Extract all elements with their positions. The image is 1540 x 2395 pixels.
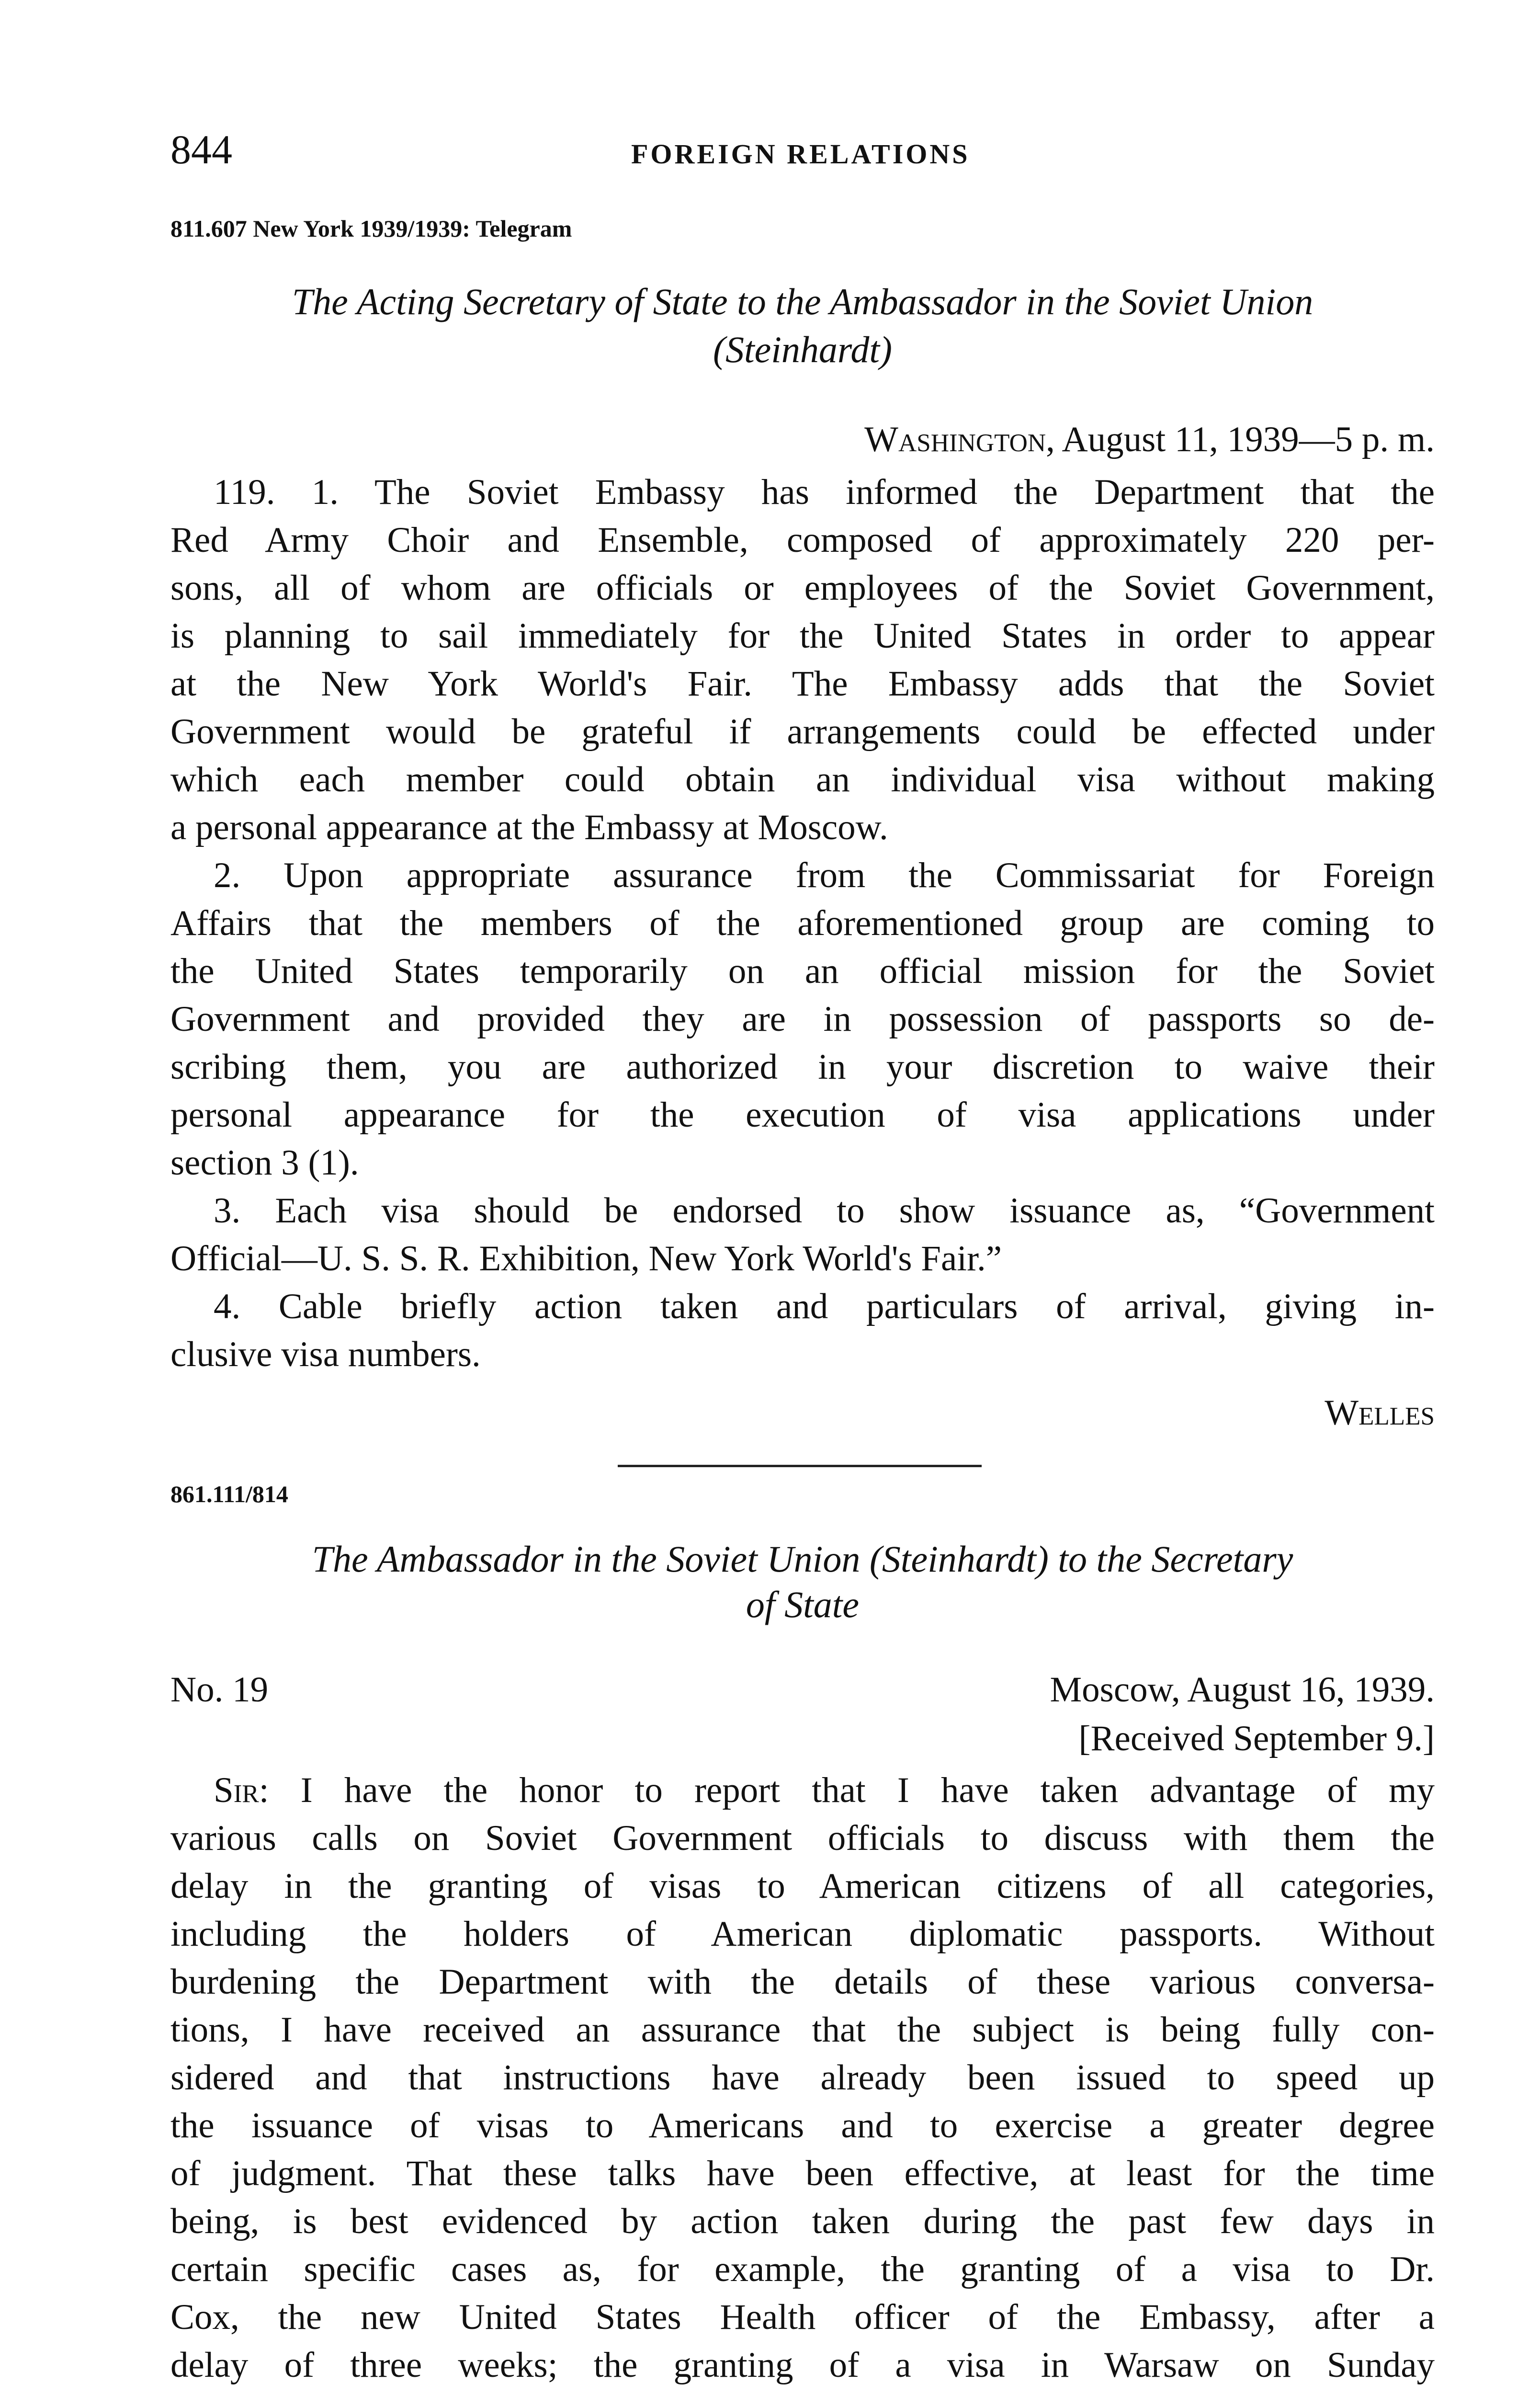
body-line: Cox, the new United States Health officer of the Embassy, after a [170,2297,1435,2337]
document-title-1-line-1: The Acting Secretary of State to the Ambassador in the Soviet Union [292,281,1314,322]
body-line: burdening the Department with the details of these various conversa- [170,1962,1435,2002]
body-line: sidered and that instructions have already been issued to speed up [170,2058,1435,2098]
body-line: of judgment. That these talks have been effective, at least for the time [170,2154,1435,2193]
page-number: 844 [170,126,232,172]
body-line: certain specific cases as, for example, the granting of a visa to Dr. [170,2249,1435,2289]
body-line: 119. 1. The Soviet Embassy has informed the Department that the [214,472,1435,512]
document-title-2-line-1: The Ambassador in the Soviet Union (Steinhardt) to the Secretary [312,1538,1293,1580]
document-number: No. 19 [170,1670,269,1710]
body-line: Official—U. S. S. R. Exhibition, New York World's Fair.” [170,1239,1002,1278]
body-line: Affairs that the members of the aforementioned group are coming to [170,903,1435,943]
dateline-2: Moscow, August 16, 1939. [1050,1670,1435,1710]
salutation: Sir [214,1770,259,1810]
body-line: personal appearance for the execution of visa applications under [170,1095,1435,1135]
body-line: various calls on Soviet Government officials to discuss with them the [170,1818,1435,1858]
body-line: is planning to sail immediately for the United States in order to appear [170,616,1435,656]
dateline-1 [864,416,1435,464]
signature-1: Welles [1325,1393,1435,1433]
body-line: a personal appearance at the Embassy at Moscow. [170,808,888,847]
document-title-2-line-2: of State [746,1584,860,1625]
body-line: delay in the granting of visas to American citizens of all categories, [170,1866,1435,1906]
section-divider [618,1465,982,1467]
body-line: being, is best evidenced by action taken during the past few days in [170,2201,1435,2241]
body-line: tions, I have received an assurance that the subject is being fully con- [170,2010,1435,2050]
body-line: at the New York World's Fair. The Embassy adds that the Soviet [170,664,1435,704]
body-line: 3. Each visa should be endorsed to show issuance as, “Government [214,1191,1435,1231]
body-line: Government would be grateful if arrangements could be effected under [170,712,1435,752]
body-line: Red Army Choir and Ensemble, composed of approximately 220 per- [170,520,1435,560]
body-line: section 3 (1). [170,1143,359,1183]
dateline-place: Washington [864,420,1046,459]
document-title-1-line-2: (Steinhardt) [713,329,893,370]
body-line-first-text: : I have the honor to report that I have taken advantage of my [259,1770,1435,1810]
body-line: including the holders of American diplomatic passports. Without [170,1914,1435,1954]
body-line: 4. Cable briefly action taken and particulars of arrival, giving in- [214,1287,1435,1326]
file-reference-1: 811.607 New York 1939/1939: Telegram [170,215,572,242]
body-line: delay of three weeks; the granting of a visa in Warsaw on Sunday [170,2345,1435,2385]
running-head: FOREIGN RELATIONS [631,138,970,170]
body-line: sons, all of whom are officials or employees of the Soviet Government, [170,568,1435,608]
received-date: [Received September 9.] [1078,1719,1435,1758]
body-line-first [170,1767,1435,1814]
file-reference-2: 861.111/814 [170,1481,288,1507]
body-line: the issuance of visas to Americans and to exercise a greater degree [170,2106,1435,2145]
body-line: Government and provided they are in possession of passports so de- [170,999,1435,1039]
body-line: which each member could obtain an individual visa without making [170,760,1435,799]
body-line: the United States temporarily on an official mission for the Soviet [170,951,1435,991]
body-line: 2. Upon appropriate assurance from the Commissariat for Foreign [214,855,1435,895]
dateline-date: , August 11, 1939—5 p. m. [1046,420,1435,459]
body-line: clusive visa numbers. [170,1334,481,1374]
body-line: scribing them, you are authorized in your discretion to waive their [170,1047,1435,1087]
